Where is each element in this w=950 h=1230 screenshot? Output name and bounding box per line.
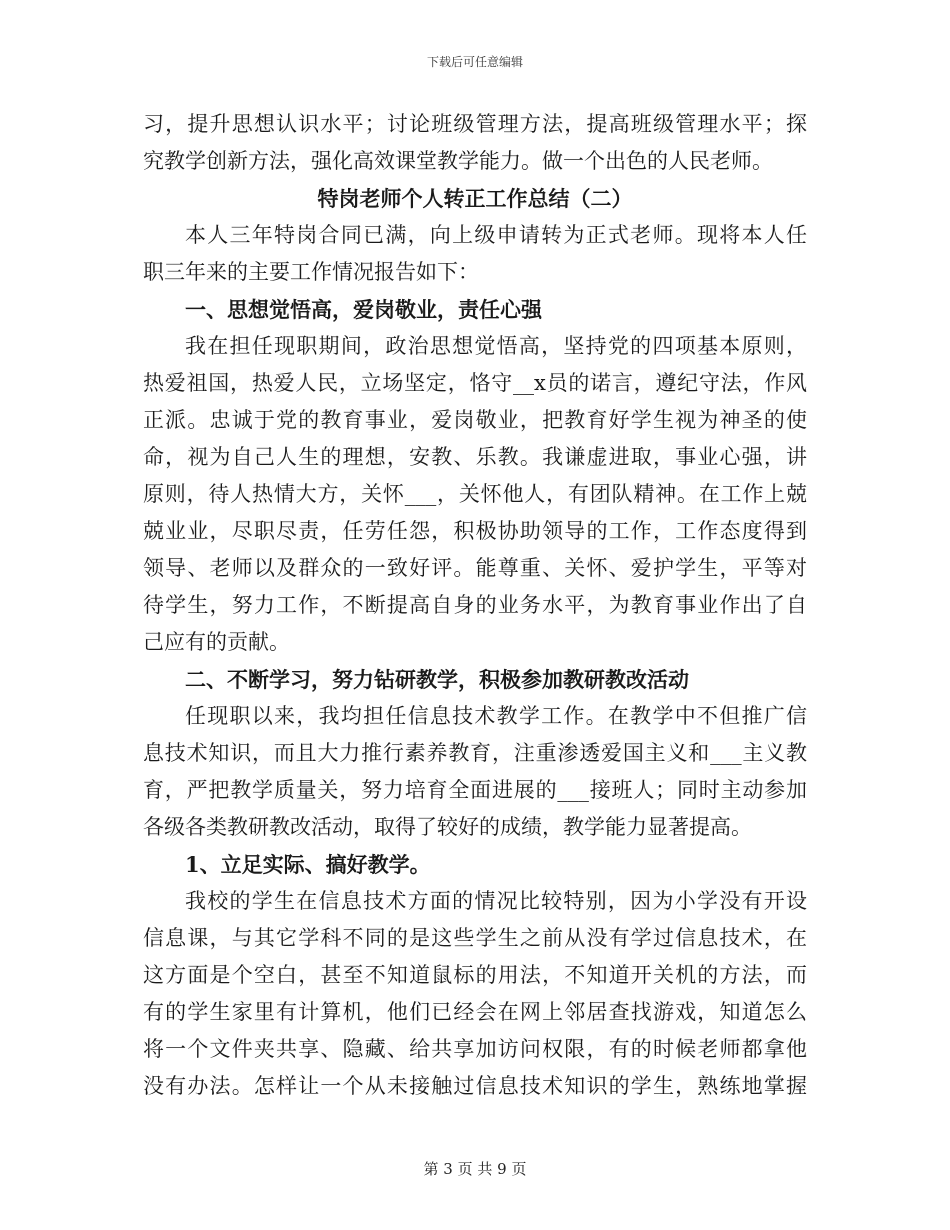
text-line: 待学生，努力工作，不断提高自身的业务水平，为教育事业作出了自	[143, 593, 807, 617]
text-line: 己应有的贡献。	[143, 630, 290, 654]
page-header: 下载后可任意编辑	[426, 55, 523, 69]
paragraph	[143, 217, 807, 291]
paragraph	[143, 883, 807, 1105]
text-line: 我在担任现职期间，政治思想觉悟高，坚持党的四项基本原则，	[185, 334, 807, 358]
text-line: 领导、老师以及群众的一致好评。能尊重、关怀、爱护学生，平等对	[143, 556, 807, 580]
paragraph	[143, 698, 807, 846]
text-line: 习，提升思想认识水平；讨论班级管理方法，提高班级管理水平；探	[143, 112, 807, 136]
section-heading: 一、思想觉悟高，爱岗敬业，责任心强	[185, 297, 542, 322]
text-line: 将一个文件夹共享、隐藏、给共享加访问权限，有的时候老师都拿他	[143, 1037, 807, 1061]
text-line: 命，视为自己人生的理想，安教、乐教。我谦虚进取，事业心强，讲	[143, 445, 807, 469]
text-line: 职三年来的主要工作情况报告如下：	[143, 260, 479, 284]
section-heading: 二、不断学习，努力钻研教学，积极参加教研教改活动	[185, 667, 689, 692]
text-line: 息技术知识，而且大力推行素养教育，注重渗透爱国主义和___主义教	[143, 741, 807, 765]
text-line: 原则，待人热情大方，关怀___，关怀他人，有团队精神。在工作上兢	[143, 482, 807, 506]
text-line: 各级各类教研教改活动，取得了较好的成绩，教学能力显著提高。	[143, 815, 752, 839]
section-title: 特岗老师个人转正工作总结（二）	[317, 186, 633, 211]
text-line: 本人三年特岗合同已满，向上级申请转为正式老师。现将本人任	[185, 223, 807, 247]
text-line: 我校的学生在信息技术方面的情况比较特别，因为小学没有开设	[185, 889, 807, 913]
text-line: 没有办法。怎样让一个从未接触过信息技术知识的学生，熟练地掌握	[143, 1074, 807, 1098]
page-number: 第 3 页 共 9 页	[423, 1160, 527, 1178]
text-line: 信息课，与其它学科不同的是这些学生之前从没有学过信息技术，在	[143, 926, 807, 950]
text-line: 热爱祖国，热爱人民，立场坚定，恪守__x员的诺言，遵纪守法，作风	[143, 371, 807, 395]
text-line: 育，严把教学质量关，努力培育全面进展的___接班人；同时主动参加	[143, 778, 807, 802]
text-line: 究教学创新方法，强化高效课堂教学能力。做一个出色的人民老师。	[143, 149, 773, 173]
text-line: 正派。忠诚于党的教育事业，爱岗敬业，把教育好学生视为神圣的使	[143, 408, 807, 432]
text-line: 这方面是个空白，甚至不知道鼠标的用法，不知道开关机的方法，而	[143, 963, 807, 987]
document-body	[143, 106, 807, 1105]
section-heading: 1、立足实际、搞好教学。	[185, 852, 431, 877]
text-line: 兢业业，尽职尽责，任劳任怨，积极协助领导的工作，工作态度得到	[143, 519, 807, 543]
paragraph	[143, 328, 807, 661]
text-line: 有的学生家里有计算机，他们已经会在网上邻居查找游戏，知道怎么	[143, 1000, 807, 1024]
text-line: 任现职以来，我均担任信息技术教学工作。在教学中不但推广信	[185, 704, 807, 728]
paragraph	[143, 106, 807, 180]
